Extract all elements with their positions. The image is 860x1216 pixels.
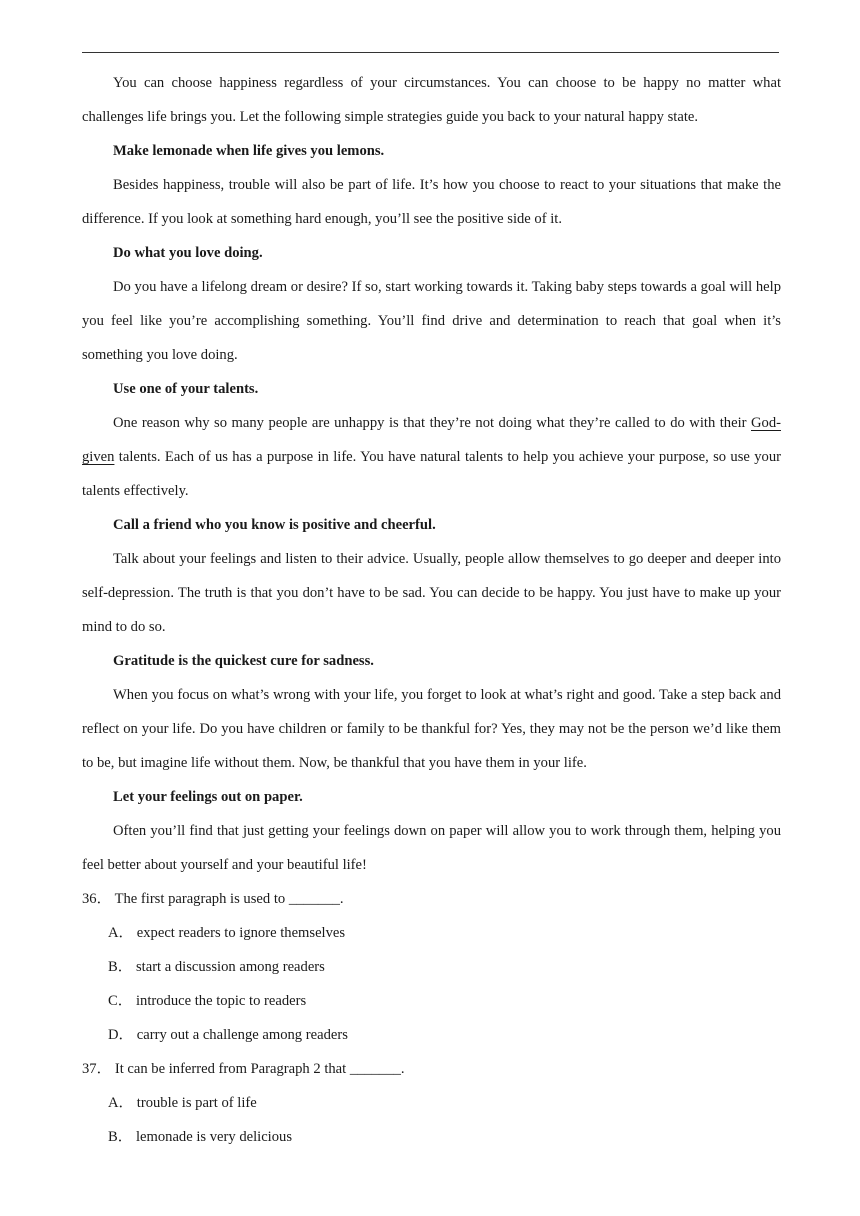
question-37: [82, 1052, 781, 1154]
paragraph-lemonade: Besides happiness, trouble will also be part of life. It’s how you choose to react to your situations that make the difference. If you look at something hard enough, you’ll see the positive side of it.: [82, 177, 781, 227]
question-36: [82, 882, 781, 1052]
section-heading-lemonade: Make lemonade when life gives you lemons.: [113, 143, 385, 159]
option-c: C． introduce the topic to readers: [108, 993, 307, 1009]
option-d: D． carry out a challenge among readers: [108, 1027, 348, 1043]
section-heading-paper: Let your feelings out on paper.: [113, 789, 303, 805]
section-heading-gratitude: Gratitude is the quickest cure for sadness.: [113, 653, 374, 669]
paragraph-gratitude: When you focus on what’s wrong with your life, you forget to look at what’s right and good. Take a step back and reflect on your life. Do you have children or family to be thankful for? Yes, they may not be the person we’d like them to be, but imagine life without them. Now, be thankful that you have them in your life.: [82, 687, 781, 771]
header-rule: [82, 52, 779, 53]
talents-text-start: One reason why so many people are unhappy is that they’re not doing what they’re called to do with their: [113, 415, 751, 431]
paragraph-love-doing: Do you have a lifelong dream or desire? If so, start working towards it. Taking baby steps towards a goal will help you feel like you’re accomplishing something. You’ll find drive and determination to reach that goal when it’s something you love doing.: [82, 279, 781, 363]
question-stem: 37． It can be inferred from Paragraph 2 that _______.: [82, 1061, 405, 1077]
option-a: A． expect readers to ignore themselves: [108, 925, 346, 941]
section-heading-talents: Use one of your talents.: [113, 381, 259, 397]
passage-body: [82, 66, 781, 1154]
question-stem: 36． The first paragraph is used to _______.: [82, 891, 344, 907]
option-b: B． start a discussion among readers: [108, 959, 325, 975]
section-heading-love-doing: Do what you love doing.: [113, 245, 263, 261]
underlined-word: God-given: [82, 415, 781, 465]
option-b: B． lemonade is very delicious: [108, 1129, 293, 1145]
intro-paragraph: You can choose happiness regardless of your circumstances. You can choose to be happy no matter what challenges life brings you. Let the following simple strategies guide you back to your natural happy state.: [82, 75, 781, 125]
paragraph-talents: [82, 406, 781, 508]
section-heading-friend: Call a friend who you know is positive and cheerful.: [113, 517, 436, 533]
option-a: A． trouble is part of life: [108, 1095, 257, 1111]
paragraph-paper: Often you’ll find that just getting your feelings down on paper will allow you to work through them, helping you feel better about yourself and your beautiful life!: [82, 823, 781, 873]
paragraph-friend: Talk about your feelings and listen to their advice. Usually, people allow themselves to go deeper and deeper into self-depression. The truth is that you don’t have to be sad. You can decide to be happy. You just have to make up your mind to do so.: [82, 551, 781, 635]
talents-text-end: talents. Each of us has a purpose in life. You have natural talents to help you achieve your purpose, so use your talents effectively.: [82, 449, 781, 499]
